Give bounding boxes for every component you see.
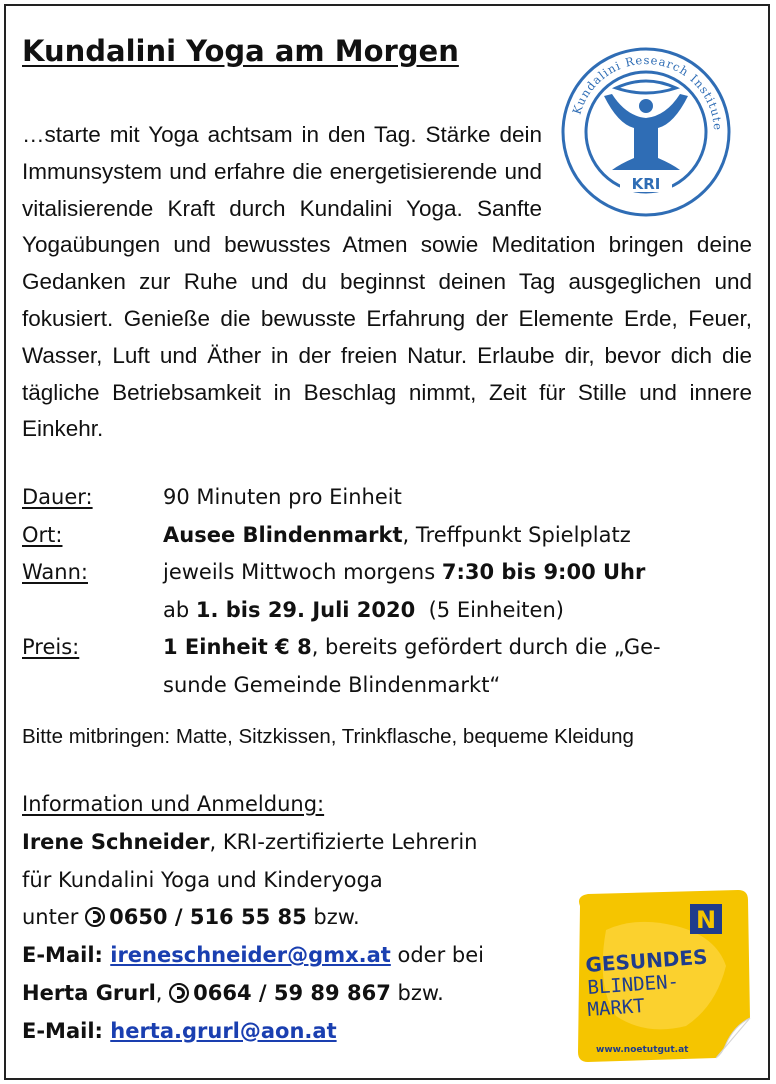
wann-label: Wann: [22,560,88,584]
phone-1: 0650 / 516 55 85 [109,905,307,930]
ort-label: Ort: [22,522,63,547]
email-label-2: E-Mail: [22,1018,111,1043]
logo-ring-text: Kundalini Research Institute [569,52,726,132]
preis-price: 1 Einheit € 8 [163,635,312,659]
wann2-dates: 1. bis 29. Juli 2020 [195,597,416,622]
badge-line2: BLINDEN- [586,970,680,999]
detail-dauer [22,479,762,517]
preis-label: Preis: [22,635,80,659]
detail-wann [22,554,762,592]
unter-text: unter [22,905,86,930]
phone-icon [85,907,105,927]
badge-line3: MARKT [586,995,646,1021]
wann-time: 7:30 bis 9:00 Uhr [441,560,646,584]
email-label-1: E-Mail: [22,943,111,968]
phone-icon [169,983,189,1003]
detail-preis-line2 [22,667,762,705]
phone-2: 0664 / 59 89 867 [193,980,391,1005]
badge-url: www.noetutgut.at [596,1045,689,1055]
page-title: Kundalini Yoga am Morgen [22,34,459,68]
dauer-value: 90 Minuten pro Einheit [163,485,402,509]
event-details [22,479,762,704]
dauer-label: Dauer: [22,485,93,509]
badge-line1: GESUNDES [584,944,709,977]
contact-line2: für Kundalini Yoga und Kinderyoga [22,867,383,892]
contact-name-1: Irene Schneider [22,829,210,854]
wann-text: jeweils Mittwoch morgens [163,560,442,584]
ort-rest: , Treffpunkt Spielplatz [402,522,631,547]
contact-name-2: Herta Grurl [22,980,156,1005]
email-link-1[interactable]: ireneschneider@gmx.at [110,943,391,968]
contact-info: Information und Anmeldung: Irene Schneider, KRI-zertifizierte Lehrerin für Kundalini Yoga und Kinderyoga unter 0650 / 516 55 85 bzw. E-Mail: ireneschneider@gmx.at oder bei Herta Grurl, 0664 / 59 89 867 bzw. E-Mail: herta.grurl@aon.at [22,786,562,1051]
ort-place: Ausee Blindenmarkt [163,522,403,547]
detail-wann-dates [22,592,762,630]
contact-title: , KRI-zertifizierte Lehrerin [209,829,478,854]
detail-ort [22,517,762,555]
preis-line2: sunde Gemeinde Blindenmarkt“ [163,672,501,697]
n-logo-icon: N [695,906,717,934]
oder-bei-text: oder bei [390,943,484,968]
preis-rest: , bereits gefördert durch die „Ge- [311,635,661,659]
intro-paragraph: …starte mit Yoga achtsam in den Tag. Stärke dein Immunsystem und erfahre die energetisierende und vitalisierende Kraft durch Kundalini Yoga. Sanfte Yogaübungen und bewusstes Atmen sowie Meditation bringen deine Gedanken zur Ruhe und du beginnst deinen Tag ausgeglichen und fokusiert. Genieße die bewusste Erfahrung der Elemente Erde, Feuer, Wasser, Luft und Äther in der freien Natur. Erlaube dir, bevor dich die tägliche Betriebsamkeit in Beschlag nimmt, Zeit für Stille und innere Einkehr. [22,122,752,442]
intro-text [22,117,752,448]
logo-abbr: KRI [631,175,661,193]
detail-preis [22,629,762,667]
gesundes-blindenmarkt-badge [566,886,756,1066]
bzw-text-1: bzw. [306,905,360,930]
bring-items: Bitte mitbringen: Matte, Sitzkissen, Trinkflasche, bequeme Kleidung [22,725,634,748]
wann2-count: (5 Einheiten) [415,597,564,622]
info-heading: Information und Anmeldung: [22,792,325,816]
bzw-text-2: bzw. [390,980,444,1005]
email-link-2[interactable]: herta.grurl@aon.at [110,1018,337,1043]
wann2-prefix: ab [163,597,196,622]
